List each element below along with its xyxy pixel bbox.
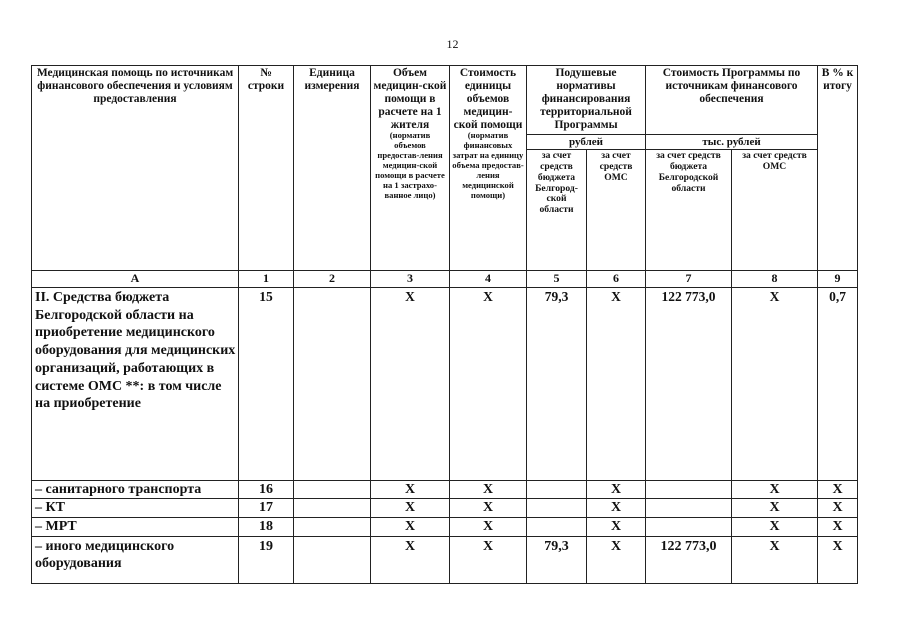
table-row-18 — [32, 518, 858, 537]
header-col-7: за счет средств бюджета Белгородской области — [646, 150, 732, 271]
row-cell-8: Х — [732, 536, 818, 583]
column-number: 6 — [587, 271, 646, 287]
row-cell-3: Х — [371, 499, 450, 518]
row-cell-8: Х — [732, 518, 818, 537]
header-col-1: № строки — [239, 66, 294, 271]
header-col-2: Единица измерения — [294, 66, 371, 271]
header-col-9: В % к итогу — [818, 66, 858, 271]
table-row-17 — [32, 499, 858, 518]
financing-table — [31, 65, 858, 584]
row-cell-7: 122 773,0 — [646, 287, 732, 480]
row-cell-4: Х — [450, 499, 527, 518]
header-unit-rubles: рублей — [527, 135, 646, 150]
header-col-3 — [371, 66, 450, 271]
header-col-a: Медицинская помощь по источникам финансового обеспечения и условиям предоставления — [32, 66, 239, 271]
row-cell-5 — [527, 518, 587, 537]
column-number: А — [32, 271, 239, 287]
row-cell-5: 79,3 — [527, 287, 587, 480]
row-unit — [294, 499, 371, 518]
column-number: 4 — [450, 271, 527, 287]
header-group-per-capita: Подушевые нормативы финансирования территориальной Программы — [527, 66, 646, 135]
header-col-5: за счет средств бюджета Белгород-ской области — [527, 150, 587, 271]
row-line-number: 15 — [239, 287, 294, 480]
row-label: – КТ — [32, 499, 239, 518]
header-group-program-cost: Стоимость Программы по источникам финансового обеспечения — [646, 66, 818, 135]
column-number: 8 — [732, 271, 818, 287]
row-unit — [294, 287, 371, 480]
row-cell-5 — [527, 499, 587, 518]
row-cell-9: 0,7 — [818, 287, 858, 480]
table-row-16 — [32, 480, 858, 499]
row-cell-9: Х — [818, 536, 858, 583]
row-cell-4: Х — [450, 480, 527, 499]
header-col-8: за счет средств ОМС — [732, 150, 818, 271]
row-cell-7 — [646, 480, 732, 499]
row-cell-8: Х — [732, 480, 818, 499]
row-cell-6: Х — [587, 480, 646, 499]
header-col-4-main: Стоимость единицы объемов медицин-ской помощи — [453, 67, 523, 131]
header-col-6: за счет средств ОМС — [587, 150, 646, 271]
row-cell-3: Х — [371, 518, 450, 537]
row-cell-3: Х — [371, 287, 450, 480]
column-number-row — [32, 271, 858, 287]
row-cell-9: Х — [818, 480, 858, 499]
row-cell-4: Х — [450, 536, 527, 583]
row-cell-8: Х — [732, 499, 818, 518]
row-line-number: 16 — [239, 480, 294, 499]
header-col-4 — [450, 66, 527, 271]
row-label: – санитарного транспорта — [32, 480, 239, 499]
row-cell-3: Х — [371, 480, 450, 499]
row-cell-4: Х — [450, 287, 527, 480]
row-cell-6: Х — [587, 499, 646, 518]
column-number: 7 — [646, 271, 732, 287]
header-unit-thousand-rubles: тыс. рублей — [646, 135, 818, 150]
row-cell-6: Х — [587, 536, 646, 583]
header-col-3-main: Объем медицин-ской помощи в расчете на 1 жителя — [373, 67, 447, 131]
row-cell-7: 122 773,0 — [646, 536, 732, 583]
column-number: 9 — [818, 271, 858, 287]
row-unit — [294, 536, 371, 583]
row-line-number: 19 — [239, 536, 294, 583]
row-cell-5: 79,3 — [527, 536, 587, 583]
row-cell-7 — [646, 518, 732, 537]
page-number: 12 — [446, 37, 459, 51]
row-cell-4: Х — [450, 518, 527, 537]
row-label: – иного медицинского оборудования — [32, 536, 239, 583]
row-cell-3: Х — [371, 536, 450, 583]
row-cell-7 — [646, 499, 732, 518]
row-cell-6: Х — [587, 518, 646, 537]
row-label: – МРТ — [32, 518, 239, 537]
row-line-number: 18 — [239, 518, 294, 537]
table-row-19 — [32, 536, 858, 583]
row-cell-6: Х — [587, 287, 646, 480]
column-number: 2 — [294, 271, 371, 287]
row-unit — [294, 480, 371, 499]
header-row-1 — [32, 66, 858, 135]
column-number: 1 — [239, 271, 294, 287]
row-cell-8: Х — [732, 287, 818, 480]
column-number: 3 — [371, 271, 450, 287]
header-col-4-note: (норматив финансовых затрат на единицу объема предостав-ления медицинской помощи) — [452, 130, 524, 200]
row-unit — [294, 518, 371, 537]
header-col-3-note: (норматив объемов предостав-ления медицин-ской помощи в расчете на 1 застрахо-ванное лицо) — [375, 130, 445, 200]
column-number: 5 — [527, 271, 587, 287]
table-row-15 — [32, 287, 858, 480]
row-cell-9: Х — [818, 518, 858, 537]
row-label: II. Средства бюджета Белгородской области на приобретение медицинского оборудования для медицинских организаций, работающих в системе ОМС **: в том числе на приобретение — [32, 287, 239, 480]
row-cell-5 — [527, 480, 587, 499]
row-line-number: 17 — [239, 499, 294, 518]
row-cell-9: Х — [818, 499, 858, 518]
